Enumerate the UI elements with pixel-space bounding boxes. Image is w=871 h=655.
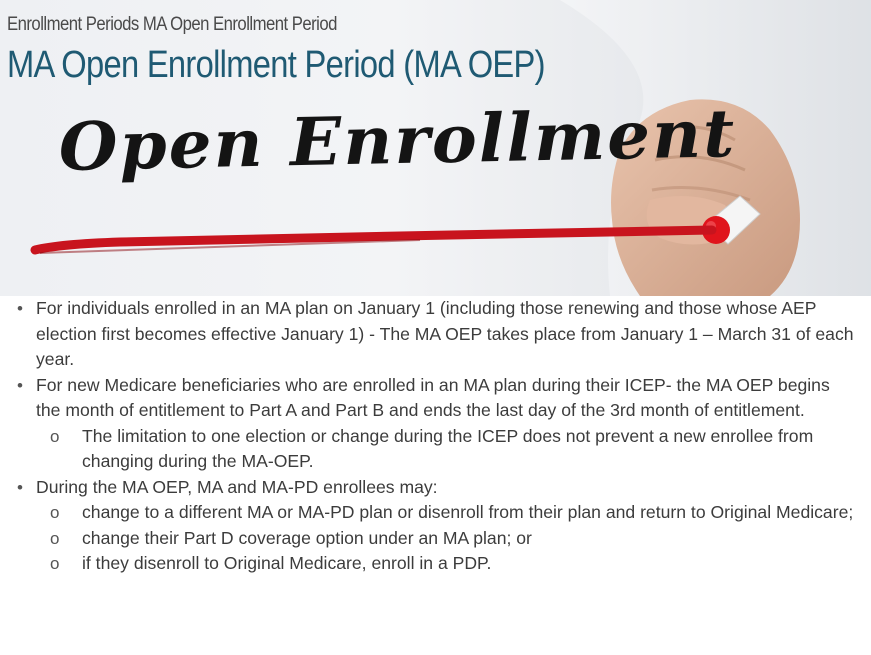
list-item (0, 475, 871, 501)
sub-list-item-text: if they disenroll to Original Medicare, enroll in a PDP. (82, 553, 492, 573)
list-item-text: For new Medicare beneficiaries who are enrolled in an MA plan during their ICEP- the MA OEP begins the month of entitlement to Part A and Part B and ends the last day of the 3rd month of entitlement. (36, 374, 830, 420)
hero-handwritten-text: Open Enrollment (58, 94, 737, 186)
page-title: MA Open Enrollment Period (MA OEP) (7, 44, 545, 86)
list-item-text: For individuals enrolled in an MA plan on January 1 (including those renewing and those whose AEP election first becomes effective January 1) - The MA OEP takes place from January 1 – March 31 of each year. (36, 298, 854, 369)
sub-list-item (0, 500, 871, 526)
sub-list-item (0, 424, 871, 475)
bullet-icon: • (17, 477, 23, 497)
content-area (0, 296, 871, 655)
list-item-text: During the MA OEP, MA and MA-PD enrollees may: (36, 476, 438, 497)
bullet-icon: • (17, 375, 23, 395)
sub-list-item-text: change their Part D coverage option under an MA plan; or (82, 527, 532, 548)
list-item (0, 373, 871, 424)
sub-bullet-icon: o (50, 426, 60, 446)
bullet-icon: • (17, 299, 23, 318)
sub-bullet-icon: o (50, 503, 60, 522)
sub-list-item-text: The limitation to one election or change during the ICEP does not prevent a new enrollee from changing during the MA-OEP. (82, 425, 814, 471)
sub-bullet-icon: o (50, 554, 60, 573)
sub-bullet-icon: o (50, 528, 60, 548)
list-item (0, 296, 871, 373)
sub-list-item (0, 526, 871, 552)
sub-list-item (0, 551, 871, 577)
bullet-list (0, 296, 871, 577)
breadcrumb: Enrollment Periods MA Open Enrollment Period (7, 14, 337, 35)
banner (0, 0, 871, 296)
sub-list-item-text: change to a different MA or MA-PD plan or disenroll from their plan and return to Original Medicare; (82, 502, 854, 522)
